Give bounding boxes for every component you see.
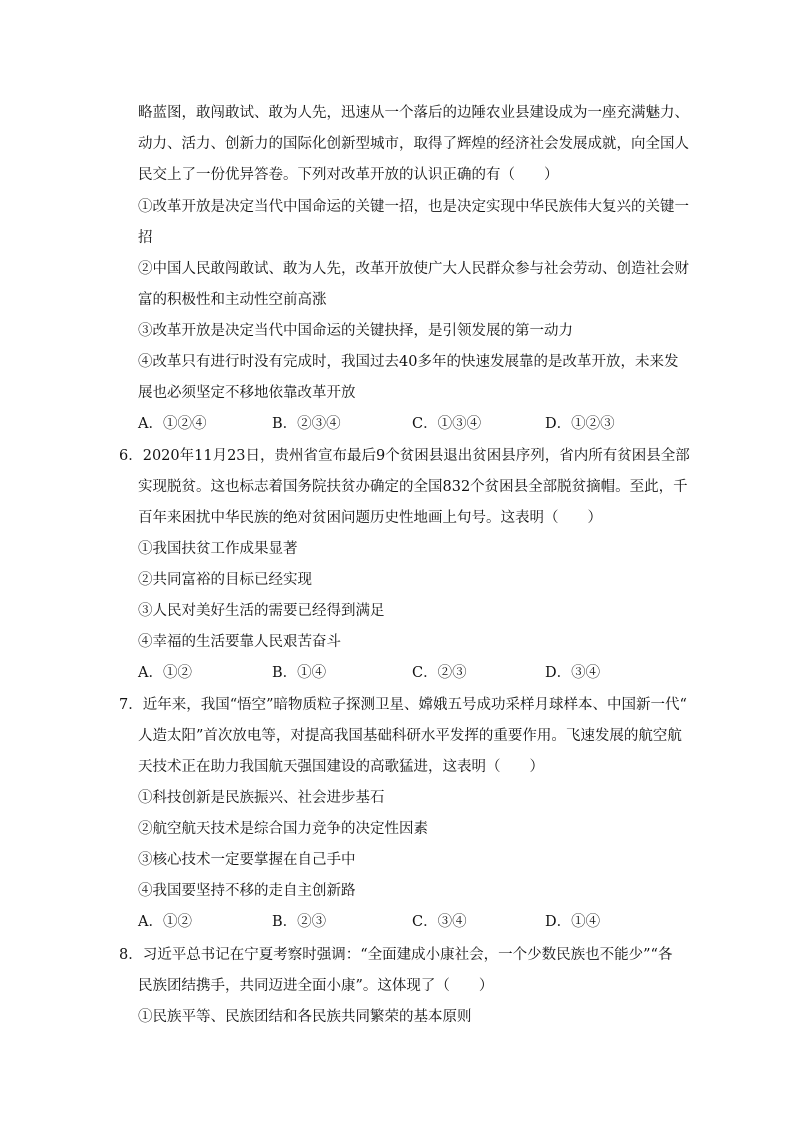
q8-item-1: ①民族平等、民族团结和各民族共同繁荣的基本原则 (138, 1009, 472, 1025)
q5-stem-line: 略蓝图，敢闯敢试、敢为人先，迅速从一个落后的边陲农业县建设成为一座充满魅力、 (138, 105, 689, 121)
q7-stem-line: 天技术正在助力我国航天强国建设的高歌猛进，这表明（ ） (138, 759, 544, 775)
q5-stem-line: 动力、活力、创新力的国际化创新型城市，取得了辉煌的经济社会发展成就，向全国人 (138, 136, 689, 152)
q7-option-b: B．②③ (272, 914, 327, 930)
q5-stem-line: 民交上了一份优异答卷。下列对改革开放的认识正确的有（ ） (138, 167, 559, 183)
q6-item-1: ①我国扶贫工作成果显著 (138, 541, 298, 557)
q6-item-3: ③人民对美好生活的需要已经得到满足 (138, 603, 385, 619)
q6-stem-line: 实现脱贫。这也标志着国务院扶贫办确定的全国832个贫困县全部脱贫摘帽。至此，千 (138, 479, 688, 495)
q5-item-2: ②中国人民敢闯敢试、敢为人先，改革开放使广大人民群众参与社会劳动、创造社会财 (138, 261, 689, 277)
q5-item-1-cont: 招 (138, 230, 153, 246)
q7-item-2: ②航空航天技术是综合国力竞争的决定性因素 (138, 821, 428, 837)
q7-option-c: C．③④ (412, 914, 467, 930)
q6-stem-line: 百年来困扰中华民族的绝对贫困问题历史性地画上句号。这表明（ ） (138, 510, 602, 526)
q5-item-2-cont: 富的积极性和主动性空前高涨 (138, 292, 327, 308)
q5-item-4: ④改革只有进行时没有完成时，我国过去40多年的快速发展靠的是改革开放，未来发 (138, 354, 679, 370)
q7-item-1: ①科技创新是民族振兴、社会进步基石 (138, 790, 385, 806)
q5-item-1: ①改革开放是决定当代中国命运的关键一招，也是决定实现中华民族伟大复兴的关键一 (138, 199, 689, 215)
q7-item-4: ④我国要坚持不移的走自主创新路 (138, 883, 356, 899)
q5-item-4-cont: 展也必须坚定不移地依靠改革开放 (138, 385, 356, 401)
q8-stem-line: 民族团结携手，共同迈进全面小康”。这体现了（ ） (138, 978, 494, 994)
q6-stem-line: 6．2020年11月23日，贵州省宣布最后9个贫困县退出贫困县序列，省内所有贫困县全部 (119, 448, 690, 464)
q6-option-b: B．①④ (272, 665, 327, 681)
q6-option-a: A．①② (138, 665, 192, 681)
q8-stem-line: 8．习近平总书记在宁夏考察时强调：“全面建成小康社会，一个少数民族也不能少”“各 (119, 947, 673, 963)
q6-option-d: D．③④ (545, 665, 601, 681)
q6-item-4: ④幸福的生活要靠人民艰苦奋斗 (138, 634, 341, 650)
q5-option-a: A．①②④ (138, 416, 207, 432)
q6-item-2: ②共同富裕的目标已经实现 (138, 572, 312, 588)
q6-option-c: C．②③ (412, 665, 467, 681)
q7-option-a: A．①② (138, 914, 192, 930)
q7-stem-line: 人造太阳”首次放电等，对提高我国基础科研水平发挥的重要作用。飞速发展的航空航 (138, 728, 682, 744)
q7-stem-line: 7．近年来，我国“悟空”暗物质粒子探测卫星、嫦娥五号成功采样月球样本、中国新一代“ (119, 697, 687, 713)
q5-option-b: B．②③④ (272, 416, 341, 432)
q7-option-d: D．①④ (545, 914, 601, 930)
q5-item-3: ③改革开放是决定当代中国命运的关键抉择，是引领发展的第一动力 (138, 323, 573, 339)
q7-item-3: ③核心技术一定要掌握在自己手中 (138, 852, 356, 868)
q5-option-d: D．①②③ (545, 416, 615, 432)
q5-option-c: C．①③④ (412, 416, 482, 432)
